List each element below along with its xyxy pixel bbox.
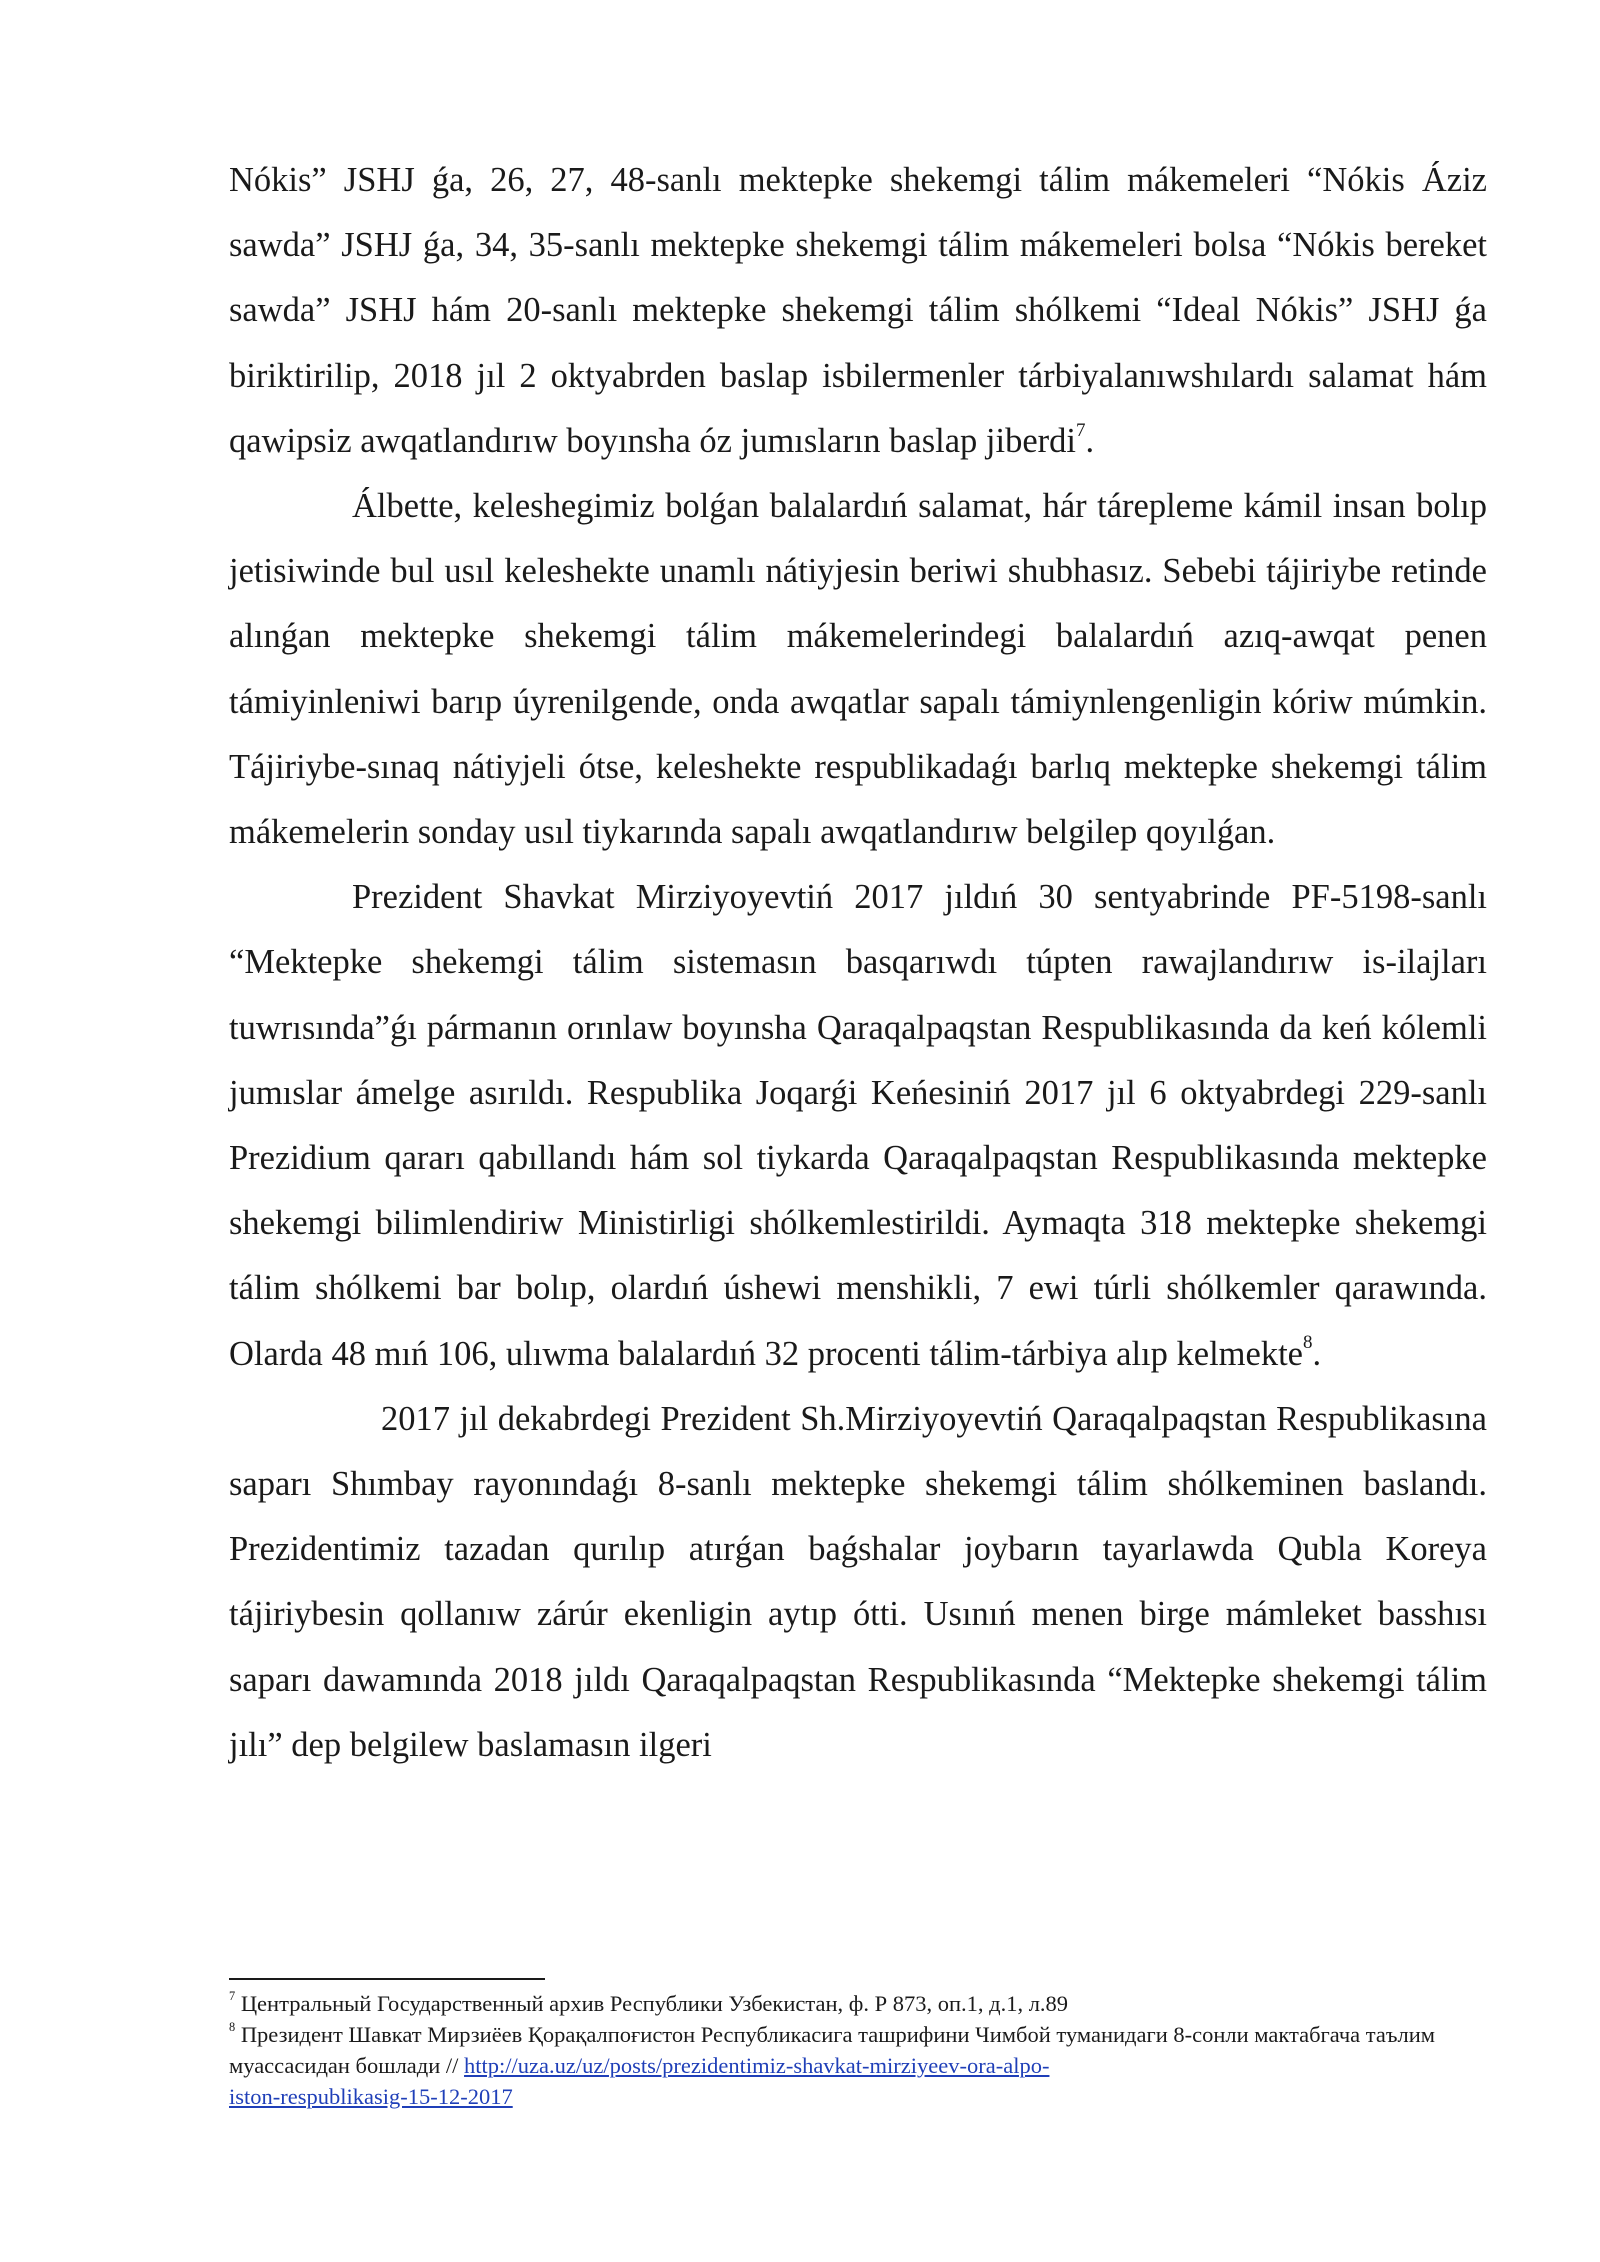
paragraph-text: Prezident Shavkat Mirziyoyevtiń 2017 jıldıń 30 sentyabrinde PF-5198-sanlı “Mektepke shekemgi tálim sistemasın basqarıwdı túpten rawajlandırıw is-ilajları tuwrısında”ǵı pármanın orınlaw boyınsha Qaraqalpaqstan Respublikasında da keń kólemli jumıslar ámelge asırıldı. Respublika Joqarǵi Keńesiniń 2017 jıl 6 oktyabrdegi 229-sanlı Prezidium qararı qabıllandı hám sol tiykarda Qaraqalpaqstan Respublikasında mektepke shekemgi bilimlendiriw Ministirligi shólkemlestirildi. Aymaqta 318 mektepke shekemgi tálim shólkemi bar bolıp, olardıń úshewi menshikli, 7 ewi túrli shólkemler qarawında. Olarda 48 mıń 106, ulıwma balalardıń 32 procenti tálim-tárbiya alıp kelmekte	[229, 878, 1487, 1373]
paragraph-4	[229, 1387, 1487, 1778]
footnote-number: 7	[229, 1989, 236, 2004]
footnote-text: Президент Шавкат Мирзиёев Қорақалпоғистон Республикасига ташрифини Чимбой туманидаги 8-сонли мактабгача таълим муассасидан бошлади //	[229, 2022, 1436, 2078]
link-line-2: iston-respublikasig-15-12-2017	[229, 2084, 513, 2109]
link-line-1: http://uza.uz/uz/posts/prezidentimiz-shavkat-mirziyeev-ora-alpo-	[464, 2053, 1050, 2078]
footnote-ref-8[interactable]: 8	[1302, 1332, 1313, 1354]
footnote-8	[229, 2019, 1487, 2112]
paragraph-text: 2017 jıl dekabrdegi Prezident Sh.Mirziyoyevtiń Qaraqalpaqstan Respublikasına saparı Shımbay rayonındaǵı 8-sanlı mektepke shekemgi tálim shólkeminen baslandı. Prezidentimiz tazadan qurılıp atırǵan baǵshalar joybarın tayarlawda Qubla Koreya tájiriybesin qollanıw zárúr ekenligin aytıp ótti. Usınıń menen birge mámleket basshısı saparı dawamında 2018 jıldı Qaraqalpaqstan Respublikasında “Mektepke shekemgi tálim jılı” dep belgilew baslamasın ilgeri	[229, 1399, 1487, 1764]
paragraph-2	[229, 474, 1487, 865]
footnote-7	[229, 1988, 1487, 2019]
footnote-number: 8	[229, 2020, 236, 2035]
paragraph-1	[229, 148, 1487, 474]
paragraph-text: Nókis” JSHJ ǵa, 26, 27, 48-sanlı mektepke shekemgi tálim mákemeleri “Nókis Áziz sawda” JSHJ ǵa, 34, 35-sanlı mektepke shekemgi tálim mákemeleri bolsa “Nókis bereket sawda” JSHJ hám 20-sanlı mektepke shekemgi tálim shólkemi “Ideal Nókis” JSHJ ǵa biriktirilip, 2018 jıl 2 oktyabrden baslap isbilermenler tárbiyalanıwshılardı salamat hám qawipsiz awqatlandırıw boyınsha óz jumısların baslap jiberdi	[229, 161, 1487, 460]
footnote-text: Центральный Государственный архив Республики Узбекистан, ф. Р 873, оп.1, д.1, л.89	[235, 1991, 1069, 2016]
body-text	[229, 148, 1487, 1778]
paragraph-tail: .	[1085, 421, 1095, 460]
footnote-ref-7[interactable]: 7	[1075, 419, 1086, 441]
footnote-separator	[229, 1978, 545, 1980]
paragraph-text: Álbette, keleshegimiz bolǵan balalardıń salamat, hár tárepleme kámil insan bolıp jetisiwinde bul usıl keleshekte unamlı nátiyjesin beriwi shubhasız. Sebebi tájiriybe retinde alınǵan mektepke shekemgi tálim mákemelerindegi balalardıń azıq-awqat penen támiyinleniwi barıp úyrenilgende, onda awqatlar sapalı támiynlengenligin kóriw múmkin. Tájiriybe-sınaq nátiyjeli ótse, keleshekte respublikadaǵı barlıq mektepke shekemgi tálim mákemelerin sonday usıl tiykarında sapalı awqatlandırıw belgilep qoyılǵan.	[229, 487, 1487, 852]
paragraph-3	[229, 865, 1487, 1387]
paragraph-tail: .	[1312, 1334, 1322, 1373]
footnotes	[229, 1988, 1487, 2112]
